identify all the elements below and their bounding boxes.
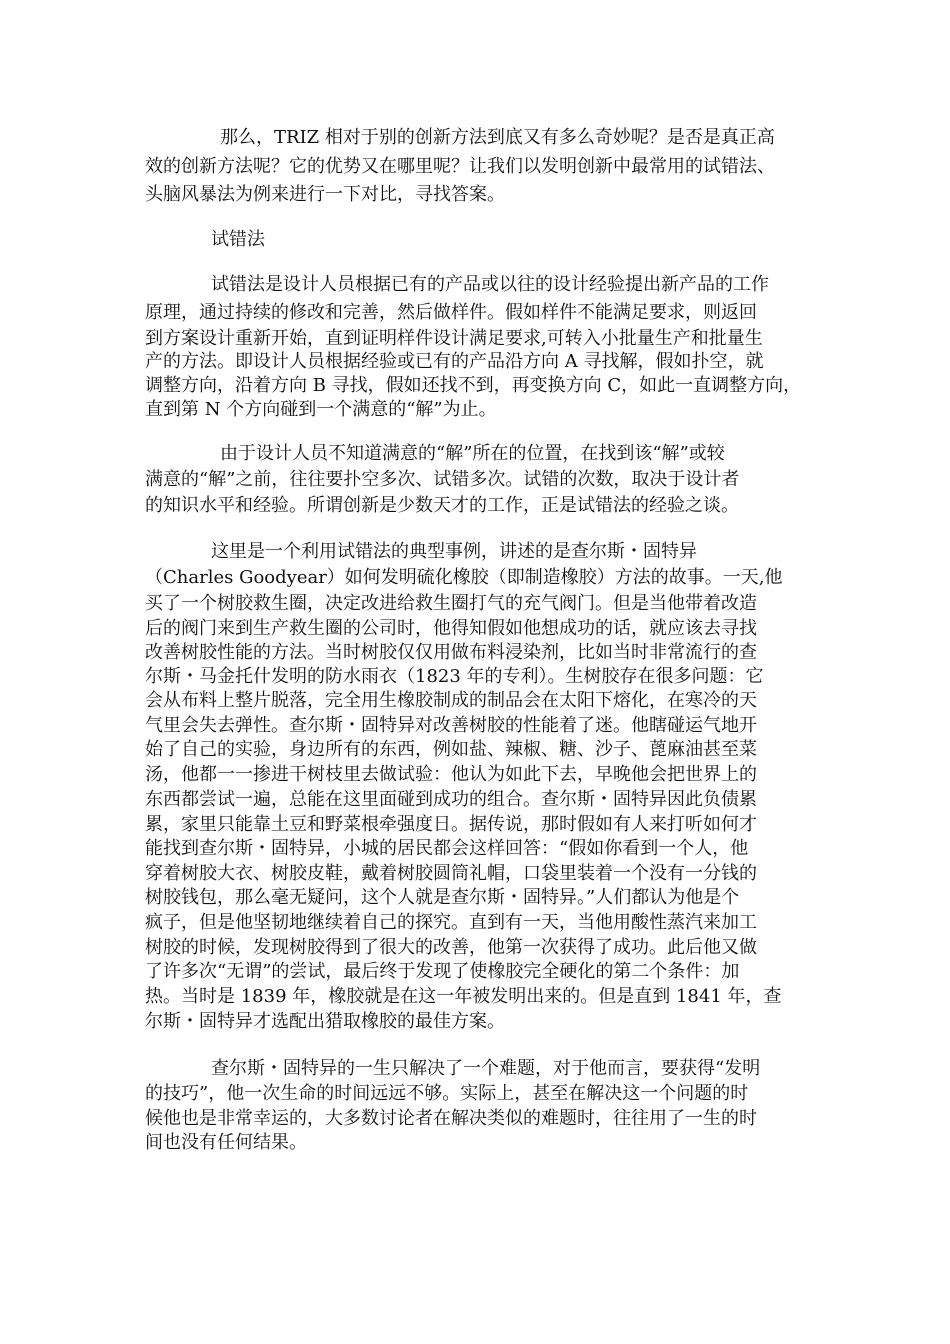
paragraph-line: 间也没有任何结果。: [145, 1132, 307, 1153]
paragraph-line: 会从布料上整片脱落，完全用生橡胶制成的制品会在太阳下熔化，在寒冷的天: [145, 690, 757, 711]
paragraph-line: 的知识水平和经验。所谓创新是少数天才的工作，正是试错法的经验之谈。: [145, 495, 739, 516]
paragraph-line: 原理，通过持续的修改和完善，然后做样件。假如样件不能满足要求，则返回: [145, 302, 757, 323]
paragraph-line: 穿着树胶大衣、树胶皮鞋，戴着树胶圆筒礼帽，口袋里装着一个没有一分钱的: [145, 863, 757, 884]
paragraph-line: 产的方法。即设计人员根据经验或已有的产品沿方向 A 寻找解，假如扑空，就: [145, 351, 764, 372]
paragraph-line: 改善树胶性能的方法。当时树胶仅仅用做布料浸染剂，比如当时非常流行的查: [145, 642, 757, 663]
paragraph-line: 查尔斯・固特异的一生只解决了一个难题，对于他而言，要获得“发明: [211, 1058, 761, 1079]
paragraph-line: 能找到查尔斯・固特异，小城的居民都会这样回答：“假如你看到一个人，他: [145, 838, 749, 859]
paragraph-line: 累，家里只能靠土豆和野菜根牵强度日。据传说，那时假如有人来打听如何才: [145, 814, 757, 835]
paragraph-line: 这里是一个利用试错法的典型事例，讲述的是查尔斯・固特异: [211, 541, 697, 562]
paragraph-line: 直到第 N 个方向碰到一个满意的“解”为止。: [145, 399, 497, 420]
paragraph-line: 那么，TRIZ 相对于别的创新方法到底又有多么奇妙呢？是否是真正高: [220, 127, 775, 148]
paragraph-line: 候他也是非常幸运的，大多数讨论者在解决类似的难题时，往往用了一生的时: [145, 1108, 757, 1129]
paragraph-line: 尔斯・马金托什发明的防水雨衣（1823 年的专利）。生树胶存在很多问题：它: [145, 666, 764, 687]
paragraph-line: 东西都尝试一遍，总能在这里面碰到成功的组合。查尔斯・固特异因此负债累: [145, 789, 757, 810]
paragraph-line: 树胶的时候，发现树胶得到了很大的改善，他第一次获得了成功。此后他又做: [145, 937, 757, 958]
paragraph-line: 热。当时是 1839 年，橡胶就是在这一年被发明出来的。但是直到 1841 年，查: [145, 986, 782, 1007]
paragraph-line: 满意的“解”之前，往往要扑空多次、试错多次。试错的次数，取决于设计者: [145, 469, 740, 490]
paragraph-line: 汤，他都一一掺进干树枝里去做试验：他认为如此下去，早晚他会把世界上的: [145, 764, 757, 785]
paragraph-line: 由于设计人员不知道满意的“解”所在的位置，在找到该“解”或较: [220, 443, 725, 464]
paragraph-line: （Charles Goodyear）如何发明硫化橡胶（即制造橡胶）方法的故事。一天,他: [145, 567, 783, 588]
paragraph-line: 到方案设计重新开始，直到证明样件设计满足要求,可转入小批量生产和批量生: [145, 328, 763, 349]
paragraph-line: 效的创新方法呢？它的优势又在哪里呢？让我们以发明创新中最常用的试错法、: [145, 156, 775, 177]
paragraph-line: 了许多次“无谓”的尝试，最后终于发现了使橡胶完全硬化的第二个条件：加: [145, 961, 740, 982]
paragraph-line: 头脑风暴法为例来进行一下对比，寻找答案。: [145, 184, 505, 205]
paragraph-line: 气里会失去弹性。查尔斯・固特异对改善树胶的性能着了迷。他瞎碰运气地开: [145, 715, 757, 736]
paragraph-line: 试错法是设计人员根据已有的产品或以往的设计经验提出新产品的工作: [211, 274, 769, 295]
paragraph-line: 的技巧”，他一次生命的时间远远不够。实际上，甚至在解决这一个问题的时: [145, 1083, 749, 1104]
paragraph-line: 树胶钱包，那么毫无疑问，这个人就是查尔斯・固特异。”人们都认为他是个: [145, 887, 740, 908]
paragraph-line: 尔斯・固特异才选配出猎取橡胶的最佳方案。: [145, 1011, 505, 1032]
section-heading: 试错法: [211, 229, 265, 250]
paragraph-line: 疯子，但是他坚韧地继续着自己的探究。直到有一天，当他用酸性蒸汽来加工: [145, 912, 757, 933]
paragraph-line: 买了一个树胶救生圈，决定改进给救生圈打气的充气阀门。但是当他带着改造: [145, 593, 757, 614]
paragraph-line: 调整方向，沿着方向 B 寻找，假如还找不到，再变换方向 C，如此一直调整方向，: [145, 375, 802, 396]
paragraph-line: 始了自己的实验，身边所有的东西，例如盐、辣椒、糖、沙子、蓖麻油甚至菜: [145, 739, 757, 760]
paragraph-line: 后的阀门来到生产救生圈的公司时，他得知假如他想成功的话，就应该去寻找: [145, 618, 757, 639]
